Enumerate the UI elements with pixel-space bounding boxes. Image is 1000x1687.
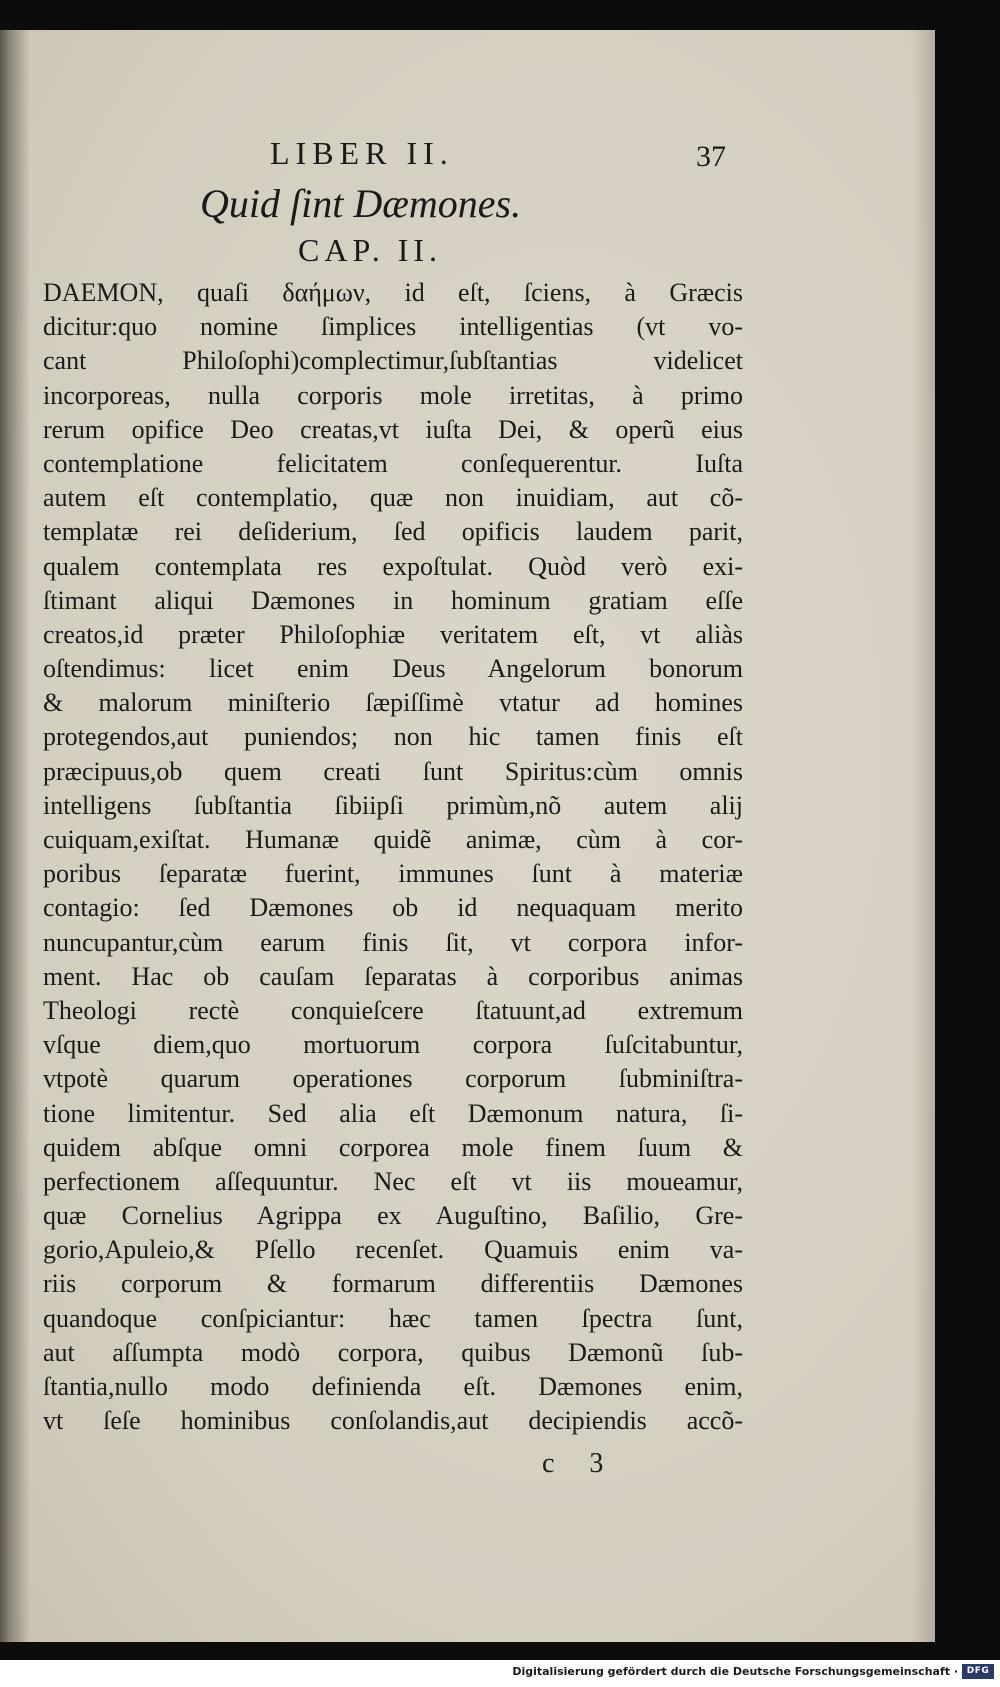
text-line: DAEMON, quaſi δαήμων, id eſt, ſciens, à Græcis bbox=[43, 278, 743, 307]
text-line: præcipuus,ob quem creati ſunt Spiritus:cùm omnis bbox=[43, 756, 743, 786]
text-line: ſtantia,nullo modo definienda eſt. Dæmones enim, bbox=[43, 1372, 743, 1401]
text-line: vtpotè quarum operationes corporum ſubminiſtra- bbox=[43, 1064, 743, 1094]
text-line: quidem abſque omni corporea mole finem ſuum & bbox=[43, 1132, 743, 1162]
text-line: templatæ rei deſiderium, ſed opificis laudem parit, bbox=[43, 517, 743, 547]
signature-mark: c 3 bbox=[542, 1448, 618, 1479]
gutter-shadow bbox=[0, 30, 30, 1642]
text-line: vſque diem,quo mortuorum corpora ſuſcitabuntur, bbox=[43, 1030, 743, 1060]
running-head: LIBER II. bbox=[270, 135, 454, 171]
text-line: contemplatione felicitatem conſequerentur. Iuſta bbox=[43, 448, 743, 478]
text-line: rerum opifice Deo creatas,vt iuſta Dei, & operũ eius bbox=[43, 414, 743, 444]
text-line: ment. Hac ob cauſam ſeparatas à corporibus animas bbox=[43, 961, 743, 991]
funding-credit: Digitalisierung gefördert durch die Deutsche Forschungsgemeinschaft · bbox=[512, 1665, 958, 1678]
text-line: Theologi rectè conquieſcere ſtatuunt,ad extremum bbox=[43, 995, 743, 1025]
text-line: protegendos,aut puniendos; non hic tamen finis eſt bbox=[43, 722, 743, 752]
text-line: & malorum miniſterio ſæpiſſimè vtatur ad homines bbox=[43, 688, 743, 718]
page-edge bbox=[912, 30, 935, 1642]
text-line: aut aſſumpta modò corpora, quibus Dæmonũ ſub- bbox=[43, 1337, 743, 1367]
page-number: 37 bbox=[696, 140, 726, 173]
chapter-number: CAP. II. bbox=[298, 232, 443, 268]
text-line: intelligens ſubſtantia ſibiipſi primùm,nõ autem alij bbox=[43, 790, 743, 820]
body-text bbox=[43, 276, 743, 1438]
footer-bar bbox=[0, 1660, 1000, 1687]
text-line: riis corporum & formarum differentiis Dæmones bbox=[43, 1269, 743, 1299]
text-line: creatos,id præter Philoſophiæ veritatem eſt, vt aliàs bbox=[43, 619, 743, 649]
text-line: nuncupantur,cùm earum finis ſit, vt corpora infor- bbox=[43, 927, 743, 957]
text-line: perfectionem aſſequuntur. Nec eſt vt iis moueamur, bbox=[43, 1166, 743, 1196]
text-line: quandoque conſpiciantur: hæc tamen ſpectra ſunt, bbox=[43, 1303, 743, 1333]
text-line: dicitur:quo nomine ſimplices intelligentias (vt vo- bbox=[43, 312, 743, 342]
text-line: cuiquam,exiſtat. Humanæ quidẽ animæ, cùm à cor- bbox=[43, 825, 743, 854]
text-line: quæ Cornelius Agrippa ex Auguſtino, Baſilio, Gre- bbox=[43, 1201, 743, 1231]
text-line: gorio,Apuleio,& Pſello recenſet. Quamuis enim va- bbox=[43, 1235, 743, 1265]
text-line: contagio: ſed Dæmones ob id nequaquam merito bbox=[43, 893, 743, 923]
book-page bbox=[0, 30, 935, 1642]
text-line: tione limitentur. Sed alia eſt Dæmonum natura, ſi- bbox=[43, 1098, 743, 1128]
text-line: incorporeas, nulla corporis mole irretitas, à primo bbox=[43, 380, 743, 410]
text-line: ſtimant aliqui Dæmones in hominum gratiam eſſe bbox=[43, 585, 743, 615]
text-line: autem eſt contemplatio, quæ non inuidiam, aut cõ- bbox=[43, 483, 743, 513]
text-line: qualem contemplata res expoſtulat. Quòd verò exi- bbox=[43, 551, 743, 581]
text-line: oſtendimus: licet enim Deus Angelorum bonorum bbox=[43, 654, 743, 684]
text-line: cant Philoſophi)complectimur,ſubſtantias videlicet bbox=[43, 346, 743, 376]
dfg-logo: DFG bbox=[962, 1664, 994, 1679]
text-line: poribus ſeparatæ fuerint, immunes ſunt à materiæ bbox=[43, 859, 743, 889]
chapter-title: Quid ſint Dæmones. bbox=[200, 181, 522, 226]
text-line: vt ſeſe hominibus conſolandis,aut decipiendis accõ- bbox=[43, 1406, 743, 1436]
